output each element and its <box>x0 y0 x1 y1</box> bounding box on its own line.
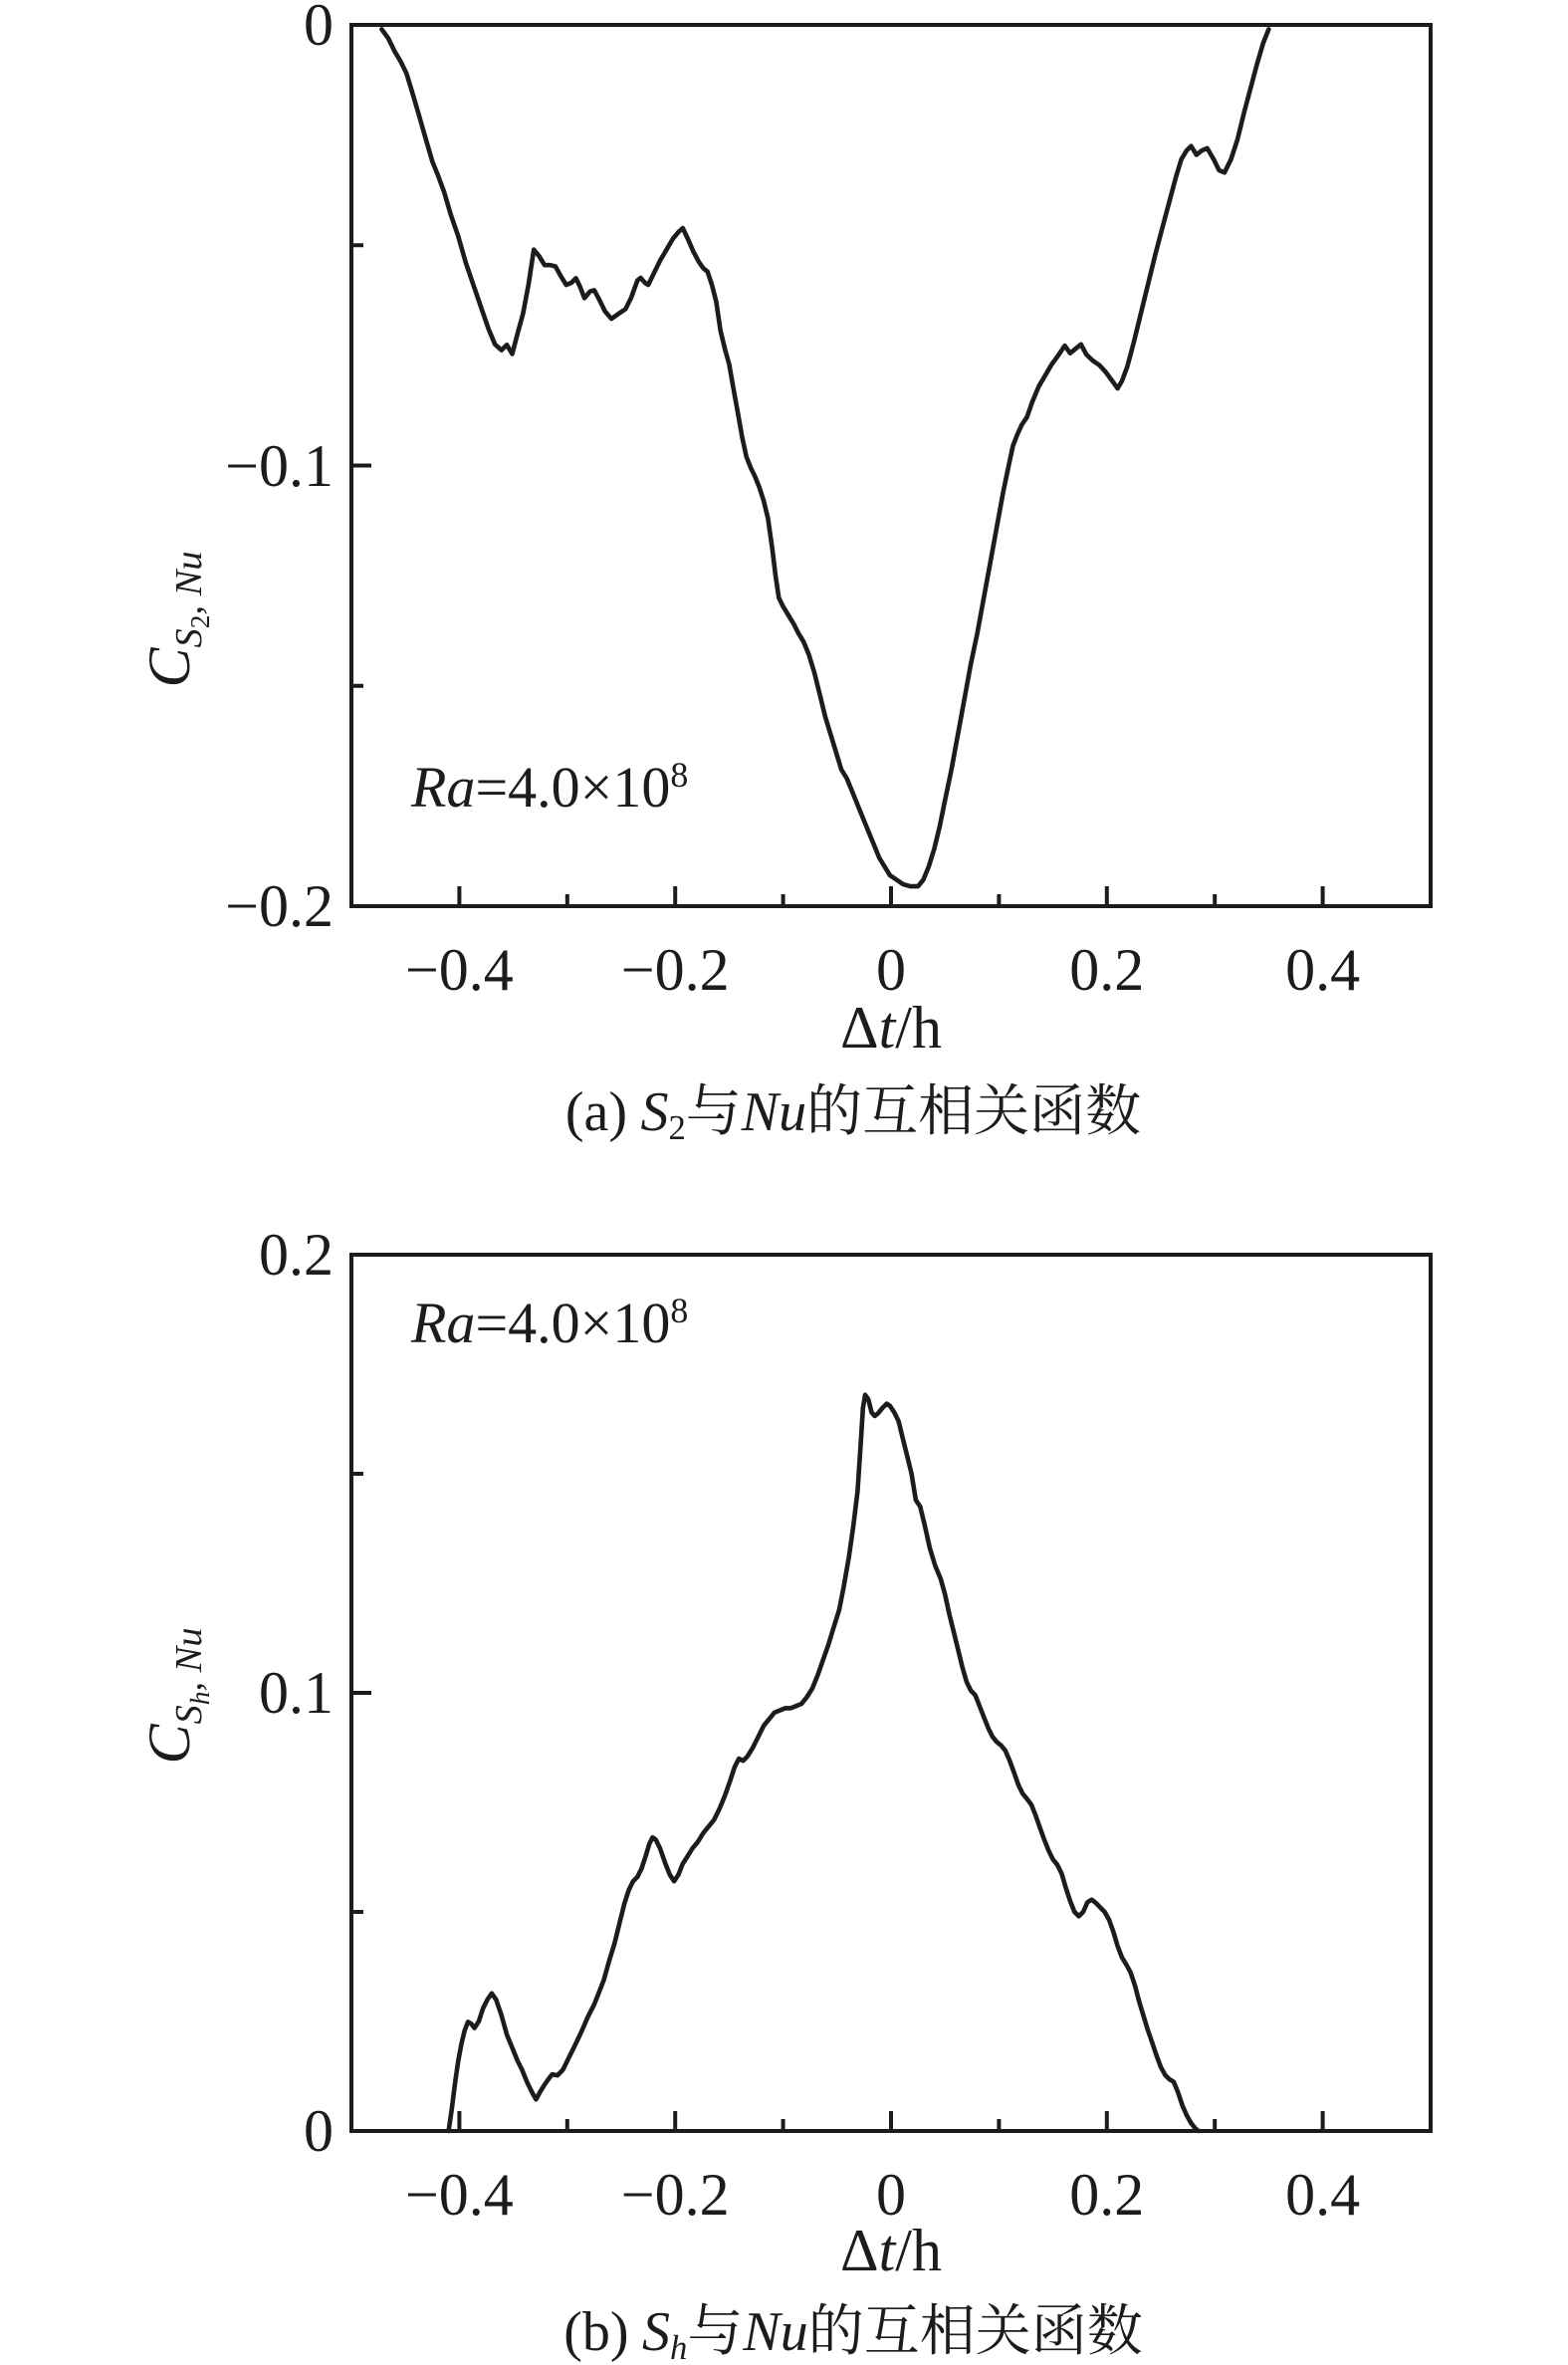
x-tick-label: 0.4 <box>1285 2162 1361 2228</box>
x-axis-title-a <box>351 995 1431 1061</box>
y-title-sub-var: S <box>167 628 210 648</box>
caption-a <box>314 1080 1393 1147</box>
ra-exponent: 8 <box>670 1291 689 1331</box>
x-tick-label: −0.2 <box>620 2162 730 2228</box>
caption-var1: S <box>640 1081 669 1143</box>
y-title-sub-rest: , Nu <box>167 551 210 615</box>
y-title-sub-sub: 2 <box>184 614 216 629</box>
x-title-unit: /h <box>895 995 942 1061</box>
y-title-sub-rest: , Nu <box>167 1627 210 1692</box>
ra-symbol: Ra <box>411 755 476 820</box>
x-tick-label: −0.2 <box>620 937 730 1003</box>
y-tick-label: −0.2 <box>225 873 334 939</box>
correlation-curve <box>449 1395 1199 2131</box>
caption-var2: Nu <box>743 2301 808 2363</box>
x-tick-label: −0.4 <box>404 2162 514 2228</box>
ra-exponent: 8 <box>670 755 689 796</box>
caption-var1-sub: 2 <box>668 1107 686 1147</box>
caption-suffix: 的互相关函数 <box>806 1081 1142 1143</box>
x-tick-label: 0 <box>876 937 906 1003</box>
ra-symbol: Ra <box>411 1291 476 1355</box>
caption-index: (b) <box>563 2301 629 2363</box>
ra-annotation-b <box>411 1291 689 1355</box>
caption-var2: Nu <box>741 1081 807 1143</box>
x-title-unit: /h <box>895 2218 942 2283</box>
x-tick-label: 0 <box>876 2162 906 2228</box>
y-title-symbol: C <box>136 647 202 688</box>
plot-area-b <box>351 1255 1431 2131</box>
y-tick-label: 0 <box>304 2098 334 2164</box>
y-title-sub-var: S <box>167 1705 210 1725</box>
ra-annotation-a <box>411 755 689 820</box>
y-tick-label: 0.1 <box>259 1660 334 1726</box>
y-tick-label: 0 <box>304 0 334 58</box>
caption-suffix: 的互相关函数 <box>807 2301 1143 2363</box>
y-title-symbol: C <box>136 1724 202 1765</box>
x-axis-title-b <box>351 2218 1431 2283</box>
x-tick-label: 0.2 <box>1069 937 1145 1003</box>
y-tick-label: 0.2 <box>259 1222 334 1288</box>
x-title-var: t <box>878 995 896 1061</box>
x-title-var: t <box>878 2218 896 2283</box>
ra-value: =4.0×10 <box>475 755 671 820</box>
caption-var1: S <box>642 2301 670 2363</box>
y-axis-title-a <box>124 271 214 968</box>
x-tick-label: −0.4 <box>404 937 514 1003</box>
caption-index: (a) <box>564 1081 627 1143</box>
y-tick-label: −0.1 <box>225 432 334 499</box>
caption-conjunction: 与 <box>685 1081 742 1143</box>
x-tick-label: 0.4 <box>1285 937 1361 1003</box>
x-tick-label: 0.2 <box>1069 2162 1145 2228</box>
caption-var1-sub: h <box>670 2327 688 2365</box>
y-title-subscript <box>167 551 216 648</box>
plot-border <box>351 1255 1431 2131</box>
x-title-delta: Δ <box>840 995 879 1061</box>
caption-b <box>314 2300 1393 2364</box>
ra-value: =4.0×10 <box>475 1291 671 1355</box>
caption-conjunction: 与 <box>687 2301 744 2363</box>
x-title-delta: Δ <box>840 2218 879 2283</box>
y-title-sub-sub: h <box>184 1691 216 1706</box>
